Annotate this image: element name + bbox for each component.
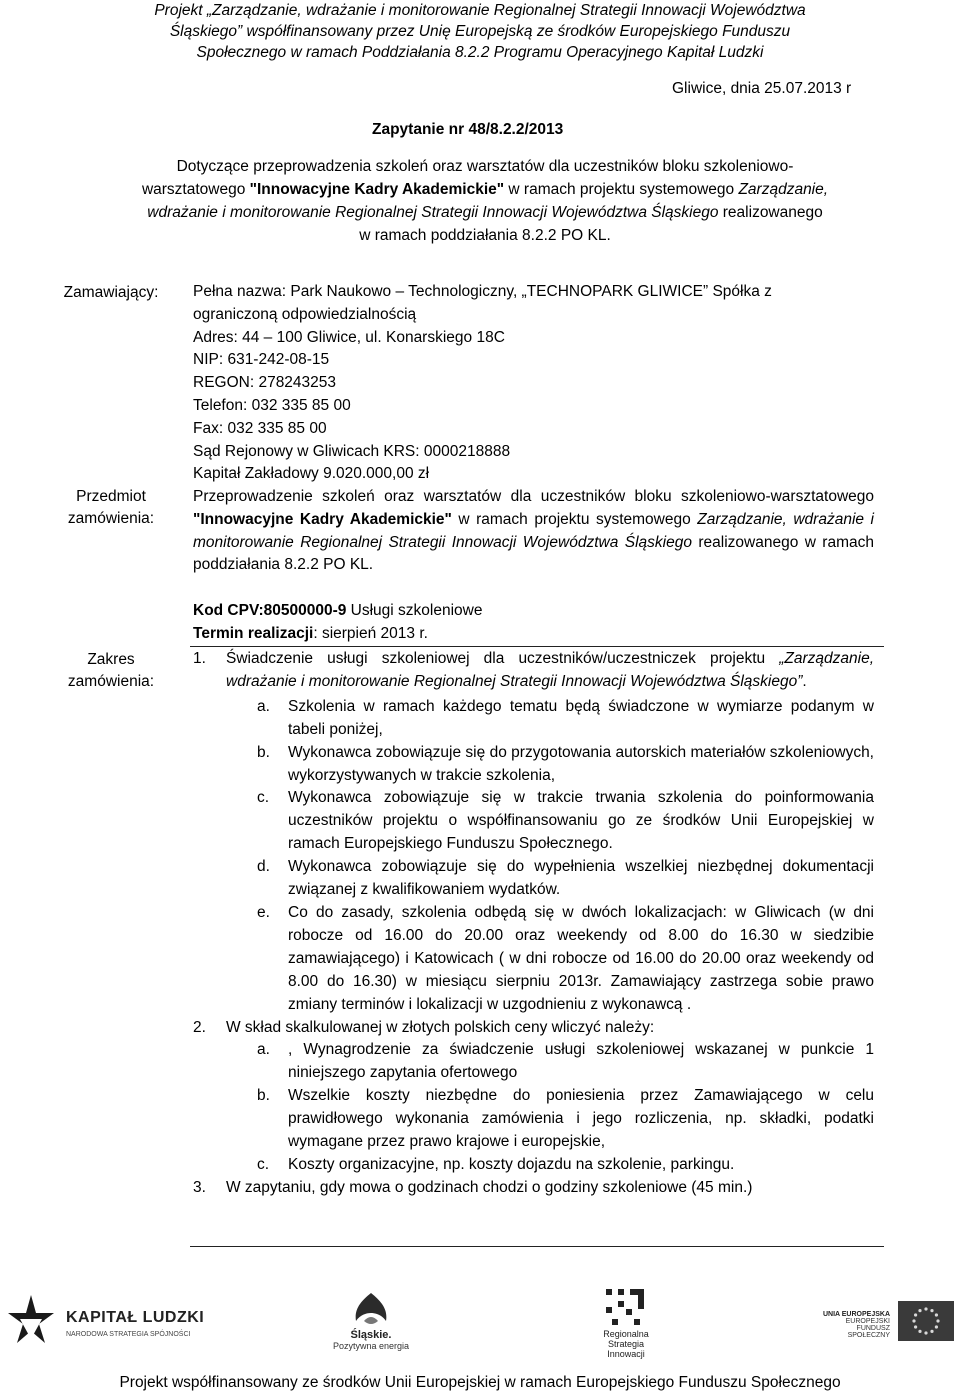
slaskie-logo (326, 1291, 416, 1363)
label-contracting: Zamawiający: (63, 284, 159, 301)
rsi-line-1: Regionalna (603, 1329, 649, 1339)
list-item: d. Wykonawca zobowiązuje się do wypełnienia wszelkiej niezbędnej dokumentacji związanej z kwalifikowaniem wydatków. (257, 858, 874, 899)
slaskie-title: Śląskie. (350, 1329, 392, 1341)
regon: REGON: 278243253 (193, 374, 337, 392)
order-object-description: Przeprowadzenie szkoleń oraz warsztatów dla uczestników bloku szkoleniowo-warsztatowego "Innowacyjne Kadry Akademickie" w ramach projektu systemowego Zarządzanie, wdrażanie i monitorowanie Regionalnej Strategii Innowacji Województwa Śląskiego realizowanego w ramach poddziałania 8.2.2 PO KL. (193, 488, 874, 574)
inquiry-number: Zapytanie nr 48/8.2.2/2013 (372, 121, 564, 138)
phone: Telefon: 032 335 85 00 (193, 396, 351, 414)
nip: NIP: 631-242-08-15 (193, 351, 330, 369)
list-item: b. Wykonawca zobowiązuje się do przygotowania autorskich materiałów szkoleniowych, wykorzystywanych w trakcie szkolenia, (257, 743, 874, 784)
subject-line-2: warsztatowego "Innowacyjne Kadry Akademickie" w ramach projektu systemowego Zarządzanie, (141, 181, 829, 198)
subject-line-1: Dotyczące przeprowadzenia szkoleń oraz warsztatów dla uczestników bloku szkoleniowo- (176, 158, 794, 175)
subject-line-4: w ramach poddziałania 8.2.2 PO KL. (359, 227, 611, 244)
rsi-line-2: Strategia (607, 1339, 645, 1349)
subject-paragraph (90, 155, 880, 247)
list-item: c. Wykonawca zobowiązuje się w trakcie trwania szkolenia do poinformowania uczestników projektu o współfinansowaniu go ze środków Unii Europejskiej w ramach Europejskiego Funduszu Społecznego. (257, 789, 874, 853)
eu-line-2: EUROPEJSKI (845, 1318, 890, 1325)
list-item: e. Co do zasady, szkolenia odbędą się w dwóch lokalizacjach: w Gliwicach (w dni robocze od 16.00 do 20.00 oraz weekendy od 8.00 do 16.30 w siedzibie zamawiającego) i Katowicach ( w dni robocze od 16.00 do 20.00 oraz weekendy od 8.00 do 16.30) w miesiącu sierpniu 2013r. Zamawiający zastrzega sobie prawo zmiany terminów i lokalizacji w uzgodnieniu z wykonawcą . (257, 903, 874, 1013)
divider-bottom (190, 1246, 884, 1247)
full-name-line-1: Pełna nazwa: Park Naukowo – Technologiczny, „TECHNOPARK GLIWICE” Spółka z (193, 283, 772, 300)
full-name-line-2: ograniczoną odpowiedzialnością (193, 305, 417, 323)
label-object: Przedmiot zamówienia: (67, 488, 155, 527)
subject-line-3: wdrażanie i monitorowanie Regionalnej Strategii Innowacji Województwa Śląskiego realizowanego (147, 204, 823, 221)
realization-term: Termin realizacji: sierpień 2013 r. (193, 624, 428, 642)
eu-line-3: FUNDUSZ SPOŁECZNY (847, 1325, 890, 1339)
address: Adres: 44 – 100 Gliwice, ul. Konarskiego 18C (193, 328, 505, 346)
scope-item-1: 1. Świadczenie usługi szkoleniowej dla uczestników/uczestniczek projektu „Zarządzanie, wdrażanie i monitorowanie Regionalnej Strategii Innowacji Województwa Śląskiego”. (193, 650, 874, 690)
scope-item-2-sublist (193, 1039, 874, 1176)
rsi-logo (586, 1287, 666, 1365)
scope-item-1-sublist (193, 696, 874, 1017)
kapital-ludzki-logo (6, 1293, 206, 1355)
list-item: c. Koszty organizacyjne, np. koszty dojazdu na szkolenie, parkingu. (257, 1155, 735, 1173)
divider-top (190, 646, 884, 647)
list-item: a. Szkolenia w ramach każdego tematu będą świadczone w wymiarze podanym w tabeli poniżej, (257, 697, 874, 738)
kapital-ludzki-star-icon (6, 1293, 56, 1353)
label-scope: Zakres zamówienia: (67, 651, 155, 690)
kl-title: KAPITAŁ LUDZKI (66, 1309, 205, 1326)
scope-item-2: 2. W skład skalkulowanej w złotych polskich ceny wliczyć należy: (193, 1018, 655, 1036)
rsi-blocks-icon (604, 1287, 648, 1329)
header-line-3: Społecznego w ramach Poddziałania 8.2.2 Programu Operacyjnego Kapitał Ludzki (196, 44, 764, 61)
list-item: b. Wszelkie koszty niezbędne do poniesienia przez Zamawiającego w celu prawidłowego wykonania zamówienia i jego rozliczenia, np. składki, podatki wymagane przez prawo krajowe i europejskie, (257, 1087, 874, 1151)
slaskie-tagline: Pozytywna energia (332, 1341, 410, 1351)
fax: Fax: 032 335 85 00 (193, 419, 327, 437)
document-header (0, 0, 960, 63)
order-codes (193, 600, 874, 645)
scope-list (193, 648, 874, 1200)
eu-line-1: UNIA EUROPEJSKA (822, 1311, 890, 1318)
header-line-1: Projekt „Zarządzanie, wdrażanie i monitorowanie Regionalnej Strategii Innowacji Województwa (154, 2, 806, 19)
contracting-party-details (193, 281, 874, 486)
list-item: a. , Wynagrodzenie za świadczenie usługi szkoleniowej wskazanej w punkcie 1 niniejszego zapytania ofertowego (257, 1041, 874, 1082)
share-capital: Kapitał Zakładowy 9.020.000,00 zł (193, 465, 430, 483)
rsi-line-3: Innowacji (607, 1349, 645, 1359)
header-line-2: Śląskiego” współfinansowany przez Unię Europejską ze środków Europejskiego Funduszu (169, 23, 791, 40)
slaskie-emblem-icon (346, 1291, 396, 1329)
kl-subtitle: NARODOWA STRATEGIA SPÓJNOŚCI (66, 1331, 191, 1338)
eu-flag-icon (898, 1301, 954, 1341)
eu-logo (808, 1301, 958, 1351)
scope-item-3: 3. W zapytaniu, gdy mowa o godzinach chodzi o godziny szkoleniowe (45 min.) (193, 1178, 753, 1196)
footer-note: Projekt współfinansowany ze środków Unii Europejskiej w ramach Europejskiego Funduszu Społecznego (119, 1374, 841, 1391)
court-krs: Sąd Rejonowy w Gliwicach KRS: 0000218888 (193, 442, 511, 460)
city-date: Gliwice, dnia 25.07.2013 r (672, 80, 852, 97)
logos-bar (0, 1285, 960, 1365)
cpv-code: Kod CPV:80500000-9 Usługi szkoleniowe (193, 602, 483, 619)
